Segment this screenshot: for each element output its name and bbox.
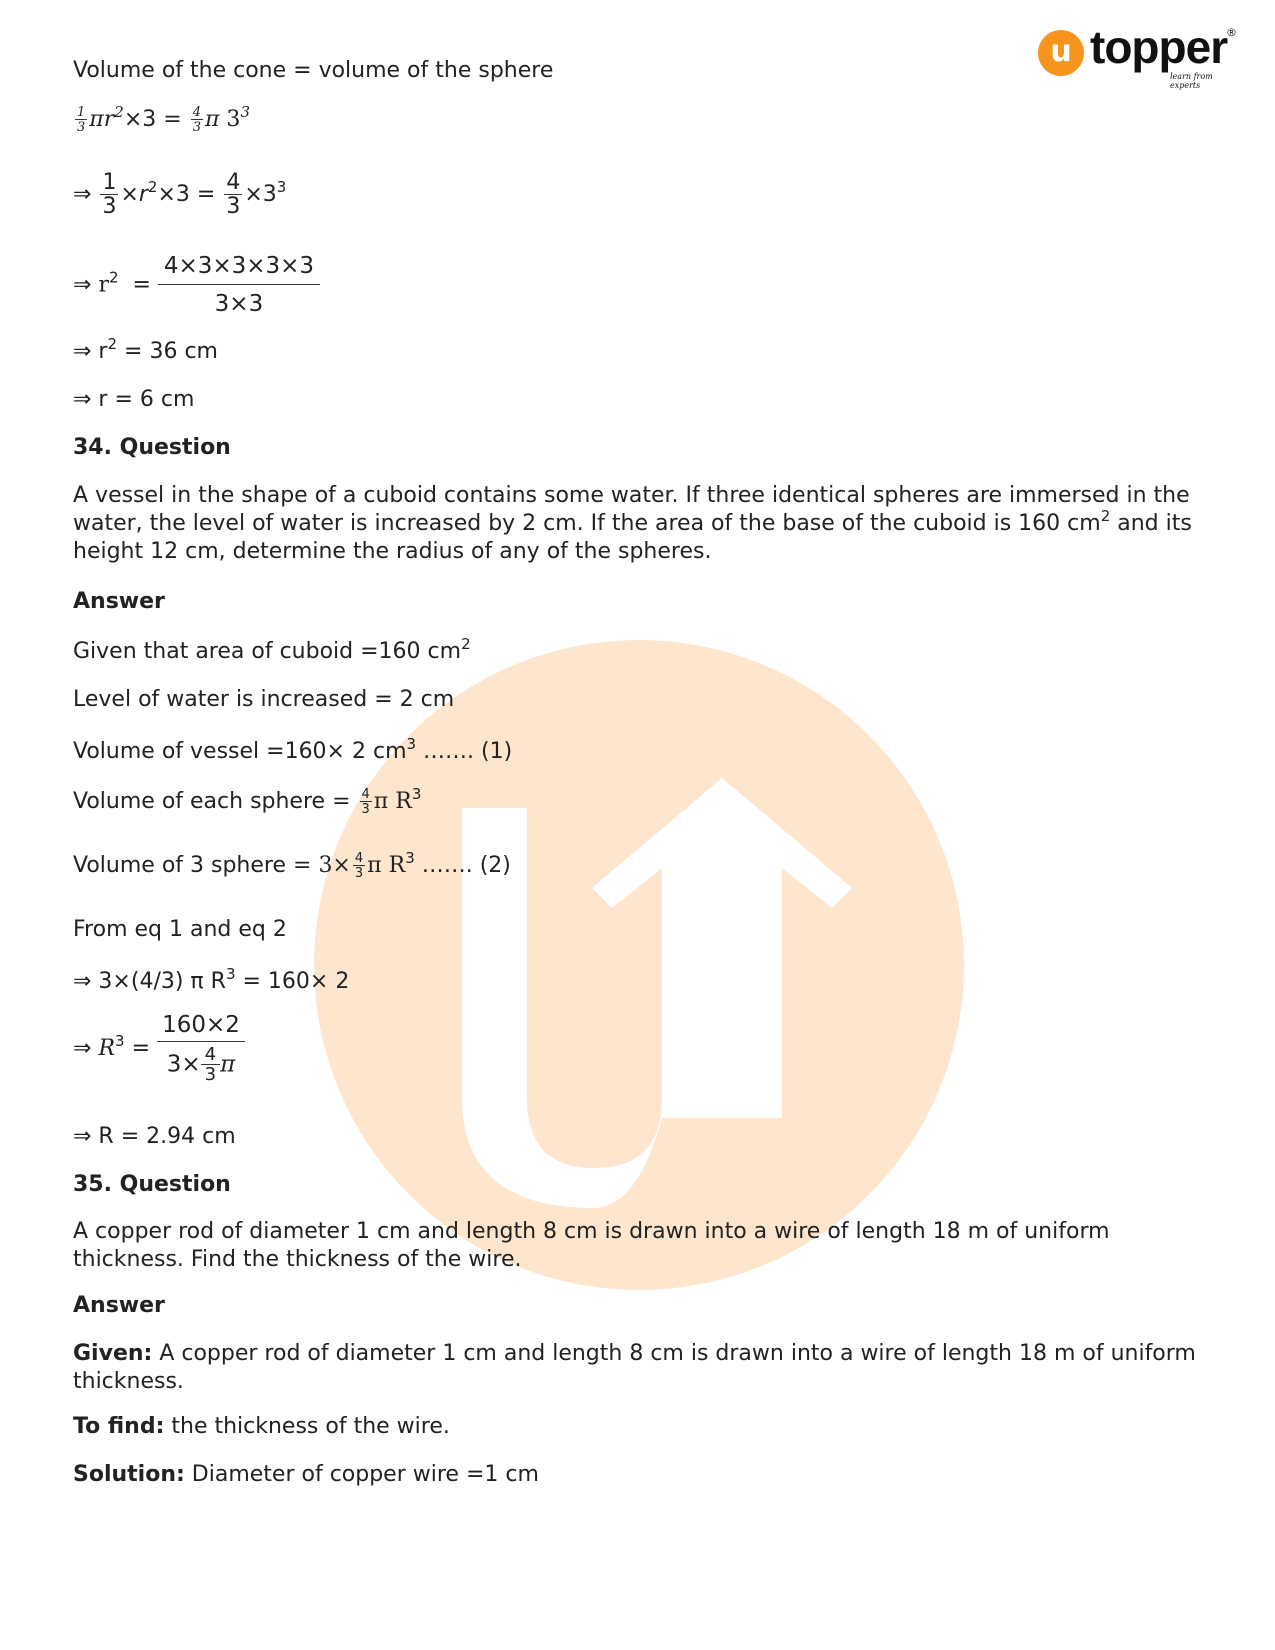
text-line: ⇒ 3×(4/3) π $R^3 = 160\times 2$ bbox=[73, 965, 350, 994]
fraction-four-thirds: $\frac{4}{3}$ bbox=[203, 1046, 218, 1084]
answer-heading: Answer bbox=[73, 1293, 165, 1318]
topper-logo bbox=[1038, 21, 1238, 90]
text-line: Level of water is increased = 2 cm bbox=[73, 687, 455, 712]
equation-simplified: ⇒ $\frac{1}{3}$ $\times r^2\times 3$ = $\frac{4}{3}$ $\times 3^3$ bbox=[73, 170, 287, 219]
fraction-four-thirds: $\frac{4}{3}$ bbox=[354, 851, 364, 881]
text-line: From eq 1 and eq 2 bbox=[73, 917, 287, 942]
question-text: A vessel in the shape of a cuboid contains some water. If three identical spheres are immersed in the water, the level of water is increased by 2 cm. If the area of the base of the cuboid is 160 $cm^2$ and its height 12 cm, determine the radius of any of the spheres. bbox=[73, 483, 1192, 564]
fraction-r-squared: $\frac{4\times 3\times 3\times 3\times 3}{3\times 3}$ bbox=[160, 255, 318, 316]
solution-text: Solution: Diameter of copper wire =1 cm bbox=[73, 1462, 539, 1487]
given-text: Given: A copper rod of diameter 1 cm and length 8 cm is drawn into a wire of length 18 m of uniform thickness. bbox=[73, 1341, 1196, 1394]
text-line: Volume of vessel =160× 2 $cm^3$ ……. (1) bbox=[73, 735, 513, 764]
text-line: Given that area of cuboid =160 $cm^2$ bbox=[73, 635, 471, 664]
fraction-one-third: $\frac{1}{3}$ bbox=[102, 170, 117, 219]
fraction-r-cubed: 160×2 3× $\frac{4}{3}$ π bbox=[159, 1014, 243, 1084]
equation-r-squared-fraction: ⇒ $r^2$ = $\frac{4\times 3\times 3\times 3\times 3}{3\times 3}$ bbox=[73, 255, 320, 316]
equation-r-cubed: ⇒ $R^3$ = 160×2 3× $\frac{4}{3}$ π bbox=[73, 1014, 245, 1084]
question-heading: 34. Question bbox=[73, 435, 231, 460]
text-line: ⇒ r = 6 cm bbox=[73, 387, 195, 412]
text-line: Volume of each sphere = $\frac{4}{3}$ π $R^3$ bbox=[73, 785, 422, 817]
logo-tagline: learn from experts bbox=[1170, 72, 1213, 90]
fraction-four-thirds: $\frac{4}{3}$ bbox=[361, 787, 370, 817]
question-text: A copper rod of diameter 1 cm and length 8 cm is drawn into a wire of length 18 m of uniform thickness. Find the thickness of the wire. bbox=[73, 1219, 1110, 1272]
fraction-four-thirds: $\frac{4}{3}$ bbox=[226, 170, 241, 219]
fraction-one-third: $\frac{1}{3}$ bbox=[77, 105, 86, 135]
watermark-logo-icon bbox=[302, 628, 976, 1302]
question-heading: 35. Question bbox=[73, 1172, 231, 1197]
registered-mark: ® bbox=[1226, 26, 1237, 39]
logo-badge-icon: u bbox=[1038, 30, 1084, 76]
equation-cone-sphere: $\frac{1}{3}$ $\pi r^2\times 3$ = $\frac{4}{3}$ π $3^3$ bbox=[77, 103, 250, 135]
text-line: ⇒ $r^2 = 36$ cm bbox=[73, 335, 218, 364]
text-line: Volume of the cone = volume of the sphere bbox=[73, 58, 554, 83]
fraction-four-thirds: $\frac{4}{3}$ bbox=[192, 105, 201, 135]
logo-wordmark: topper bbox=[1090, 21, 1228, 73]
text-line: ⇒ R = 2.94 cm bbox=[73, 1124, 236, 1149]
to-find-text: To find: the thickness of the wire. bbox=[73, 1414, 450, 1439]
text-line: Volume of 3 sphere = 3× $\frac{4}{3}$ π $R^3$ ……. (2) bbox=[73, 849, 511, 881]
answer-heading: Answer bbox=[73, 589, 165, 614]
